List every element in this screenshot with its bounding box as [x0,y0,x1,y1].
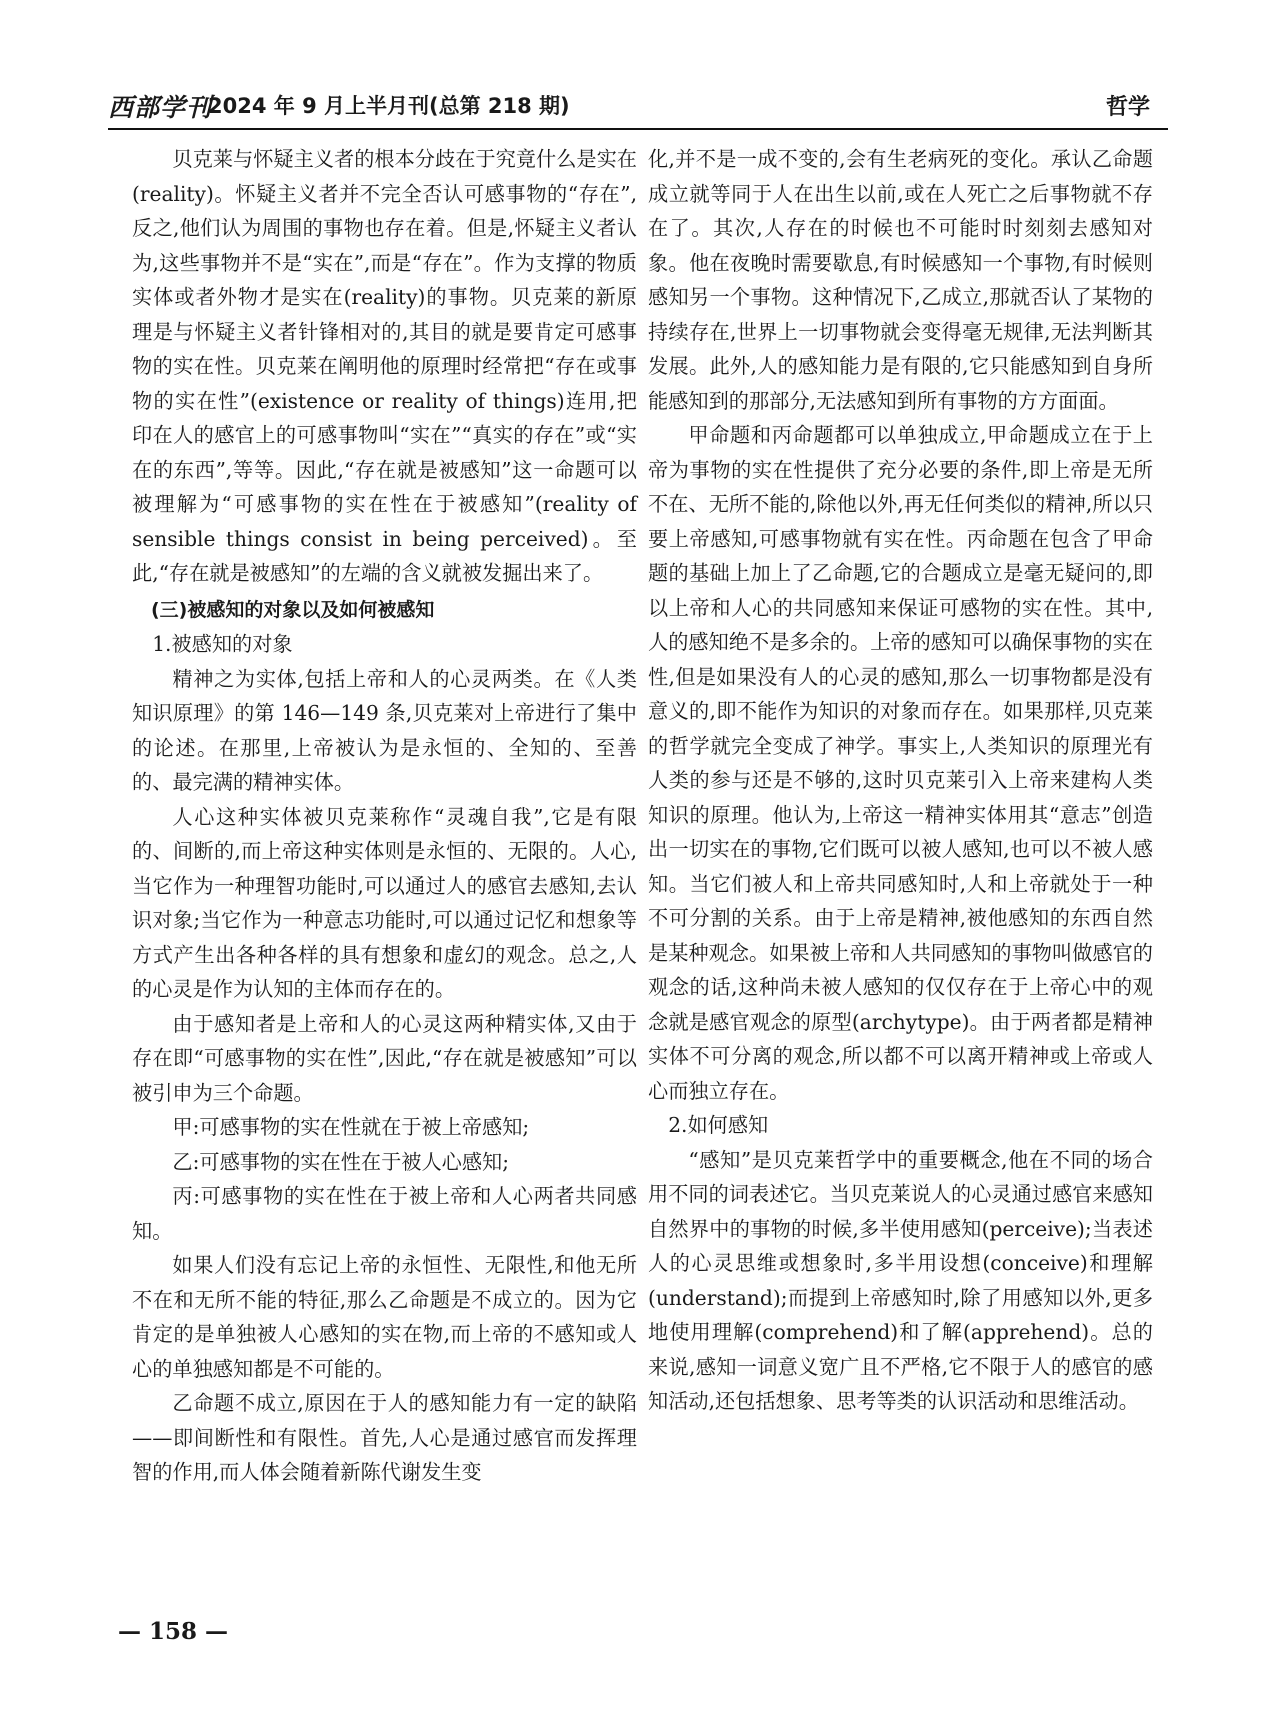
right-column [648,142,1153,1419]
proposition-a: 甲:可感事物的实在性就在于被上帝感知; [172,1115,530,1139]
paragraph: 人心这种实体被贝克莱称作“灵魂自我”,它是有限的、间断的,而上帝这种实体则是永恒的、无限的。人心,当它作为一种理智功能时,可以通过人的感官去感知,去认识对象;当它作为一种意志功能时,可以通过记忆和想象等方式产生出各种各样的具有想象和虚幻的观念。总之,人的心灵是作为认知的主体而存在的。 [132,804,637,1001]
page-header [108,82,1168,132]
subsection-heading: 1.被感知的对象 [152,632,293,656]
section-name: 哲学 [1105,95,1150,120]
section-heading: (三)被感知的对象以及如何被感知 [151,598,435,621]
header-rule [108,128,1168,130]
paragraph: 甲命题和丙命题都可以单独成立,甲命题成立在于上帝为事物的实在性提供了充分必要的条件,即上帝是无所不在、无所不能的,除他以外,再无任何类似的精神,所以只要上帝感知,可感事物就有实在性。丙命题在包含了甲命题的基础上加上了乙命题,它的合题成立是毫无疑问的,即以上帝和人心的共同感知来保证可感物的实在性。其中,人的感知绝不是多余的。上帝的感知可以确保事物的实在性,但是如果没有人的心灵的感知,那么一切事物都是没有意义的,即不能作为知识的对象而存在。如果那样,贝克莱的哲学就完全变成了神学。事实上,人类知识的原理光有人类的参与还是不够的,这时贝克莱引入上帝来建构人类知识的原理。他认为,上帝这一精神实体用其“意志”创造出一切实在的事物,它们既可以被人感知,也可以不被人感知。当它们被人和上帝共同感知时,人和上帝就处于一种不可分割的关系。由于上帝是精神,被他感知的东西自然是某种观念。如果被上帝和人共同感知的事物叫做感官的观念的话,这种尚未被人感知的仅仅存在于上帝心中的观念就是感官观念的原型(archytype)。由于两者都是精神实体不可分离的观念,所以都不可以离开精神或上帝或人心而独立存在。 [648,423,1153,1103]
paragraph: 乙命题不成立,原因在于人的感知能力有一定的缺陷——即间断性和有限性。首先,人心是通过感官而发挥理智的作用,而人体会随着新陈代谢发生变 [132,1391,637,1484]
journal-logo: 西部学刊 [108,93,213,122]
paragraph: 由于感知者是上帝和人的心灵这两种精实体,又由于存在即“可感事物的实在性”,因此,“存在就是被感知”可以被引申为三个命题。 [132,1011,637,1105]
paragraph: “感知”是贝克莱哲学中的重要概念,他在不同的场合用不同的词表述它。当贝克莱说人的心灵通过感官来感知自然界中的事物的时候,多半使用感知(perceive);当表述人的心灵思维或想象时,多半用设想(conceive)和理解(understand);而提到上帝感知时,除了用感知以外,更多地使用理解(comprehend)和了解(apprehend)。总的来说,感知一词意义宽广且不严格,它不限于人的感官的感知活动,还包括想象、思考等类的认识活动和思维活动。 [648,1147,1153,1413]
paragraph: 贝克莱与怀疑主义者的根本分歧在于究竟什么是实在(reality)。怀疑主义者并不完全否认可感事物的“存在”,反之,他们认为周围的事物也存在着。但是,怀疑主义者认为,这些事物并不是“实在”,而是“存在”。作为支撑的物质实体或者外物才是实在(reality)的事物。贝克莱的新原理是与怀疑主义者针锋相对的,其目的就是要肯定可感事物的实在性。贝克莱在阐明他的原理时经常把“存在或事物的实在性”(existence or reality of things)连用,把印在人的感官上的可感事物叫“实在”“真实的存在”或“实在的东西”,等等。因此,“存在就是被感知”这一命题可以被理解为“可感事物的实在性在于被感知”(reality of sensible things consist in being perceived)。至此,“存在就是被感知”的左端的含义就被发掘出来了。 [132,147,637,585]
paragraph: 精神之为实体,包括上帝和人的心灵两类。在《人类知识原理》的第 146—149 条,贝克莱对上帝进行了集中的论述。在那里,上帝被认为是永恒的、全知的、至善的、最完满的精神实体。 [132,666,637,794]
paragraph: 如果人们没有忘记上帝的永恒性、无限性,和他无所不在和无所不能的特征,那么乙命题是不成立的。因为它肯定的是单独被人心感知的实在物,而上帝的不感知或人心的单独感知都是不可能的。 [132,1253,637,1381]
page-number: — 158 — [118,1618,229,1645]
paragraph: 化,并不是一成不变的,会有生老病死的变化。承认乙命题成立就等同于人在出生以前,或在人死亡之后事物就不存在了。其次,人存在的时候也不可能时时刻刻去感知对象。他在夜晚时需要歇息,有时候感知一个事物,有时候则感知另一个事物。这种情况下,乙成立,那就否认了某物的持续存在,世界上一切事物就会变得毫无规律,无法判断其发展。此外,人的感知能力是有限的,它只能感知到自身所能感知到的那部分,无法感知到所有事物的方方面面。 [648,147,1153,413]
proposition-c: 丙:可感事物的实在性在于被上帝和人心两者共同感知。 [132,1184,637,1243]
subsection-heading: 2.如何感知 [668,1113,769,1137]
left-column [132,142,637,1490]
proposition-b: 乙:可感事物的实在性在于被人心感知; [172,1149,509,1174]
issue-info: 2024 年 9 月上半月刊(总第 218 期) [208,94,570,118]
